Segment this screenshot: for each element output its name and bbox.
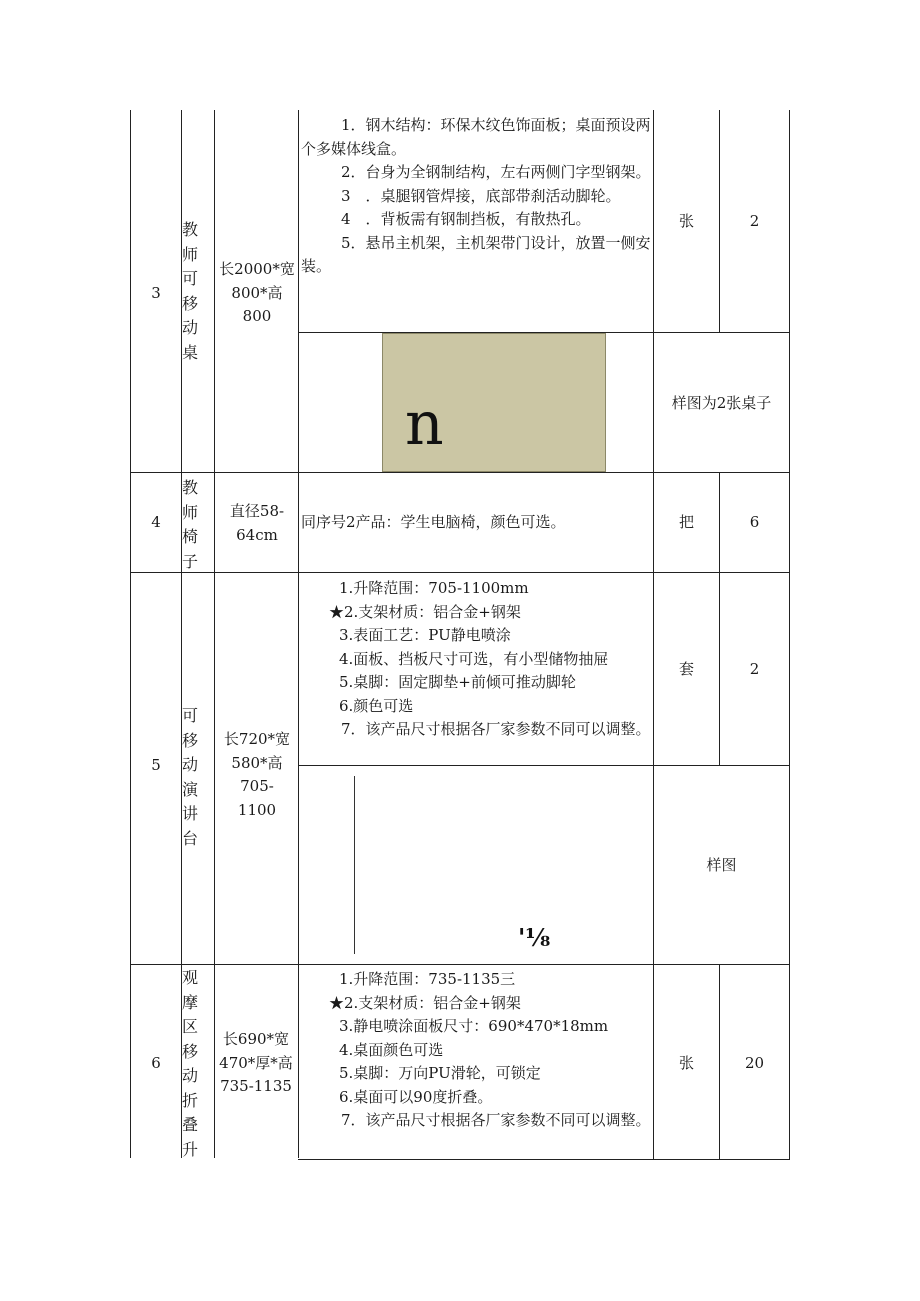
desc-line: 3.静电喷涂面板尺寸：690*470*18mm (339, 1017, 609, 1035)
col-border (653, 110, 654, 1160)
desc-line: 6.颜色可选 (339, 696, 414, 715)
row-border (298, 1159, 790, 1160)
row-6-unit: 张 (678, 1054, 694, 1072)
desc-line: ★2.支架材质：铝合金+钢架 (329, 602, 521, 621)
row-3-number: 3 (151, 284, 161, 302)
row-5-number: 5 (151, 756, 161, 774)
desc-line: 7．该产品尺寸根据各厂家参数不同可以调整。 (341, 1111, 651, 1129)
row-6-description (301, 968, 651, 1133)
row-4-name: 教师椅子 (181, 478, 198, 571)
desc-line: 5．悬吊主机架，主机架带门设计，放置一侧安装。 (301, 233, 651, 275)
row-5-size: 长720*宽580*高705-1100 (223, 730, 291, 819)
desc-line: 6.桌面可以90度折叠。 (339, 1087, 493, 1106)
row-3-size: 长2000*宽800*高800 (219, 260, 295, 325)
desc-line: 2．台身为全钢制结构，左右两侧门字型钢架。 (341, 163, 651, 181)
col-border (789, 110, 790, 1160)
image-glyph: '⅛ (518, 923, 551, 952)
row-border (130, 572, 790, 573)
row-4-unit: 把 (678, 513, 694, 531)
row-3-unit: 张 (678, 212, 694, 230)
row-6-size: 长690*宽470*厚*高735-1135 (219, 1030, 293, 1095)
row-3-description (301, 114, 651, 279)
row-6-quantity: 20 (744, 1054, 765, 1072)
desc-line: 5.桌脚：固定脚垫+前倾可推动脚轮 (339, 673, 576, 691)
row-5-image-note: 样图 (706, 856, 737, 874)
desc-line: 同序号2产品：学生电脑椅，颜色可选。 (301, 513, 566, 531)
desk-sample-image (382, 333, 606, 472)
row-border (130, 472, 790, 473)
desc-line: 3.表面工艺：PU静电喷涂 (339, 626, 511, 644)
row-5-unit: 套 (678, 660, 694, 678)
row-4-number: 4 (151, 513, 161, 531)
desc-line: 7．该产品尺寸根据各厂家参数不同可以调整。 (341, 720, 651, 738)
col-border (130, 110, 131, 1158)
col-border (214, 110, 215, 1158)
desc-line: 3 ．桌腿钢管焊接，底部带刹活动脚轮。 (341, 186, 621, 205)
desc-line: 4.桌面颜色可选 (339, 1040, 444, 1059)
desc-line: 4.面板、挡板尺寸可选，有小型储物抽屉 (339, 649, 609, 668)
desc-line: 4 ．背板需有钢制挡板，有散热孔。 (341, 210, 591, 228)
row-4-description (301, 511, 651, 535)
row-5-quantity: 2 (749, 660, 760, 678)
row-border (298, 765, 790, 766)
desc-line: ★2.支架材质：铝合金+钢架 (329, 993, 521, 1012)
row-border (130, 964, 790, 965)
desc-line: 5.桌脚：万向PU滑轮，可锁定 (339, 1064, 541, 1082)
row-4-quantity: 6 (749, 513, 760, 531)
row-3-name: 教师可移动桌 (181, 220, 198, 362)
row-5-description (301, 577, 651, 763)
image-glyph: n (405, 389, 444, 459)
podium-sample-image (354, 776, 355, 954)
row-4-size: 直径58-64cm (229, 502, 285, 544)
desc-line: 1．钢木结构：环保木纹色饰面板；桌面预设两个多媒体线盒。 (301, 116, 651, 158)
row-6-name: 观摩区移动折叠升 (181, 968, 198, 1159)
row-3-quantity: 2 (749, 212, 760, 230)
desc-line: 1.升降范围：705-1100mm (339, 579, 529, 597)
row-3-image-note: 样图为2张桌子 (671, 394, 772, 412)
desc-line: 1.升降范围：735-1135三 (339, 970, 516, 988)
row-5-name: 可移动演讲台 (181, 706, 198, 848)
col-border (298, 110, 299, 1158)
row-6-number: 6 (151, 1054, 161, 1072)
